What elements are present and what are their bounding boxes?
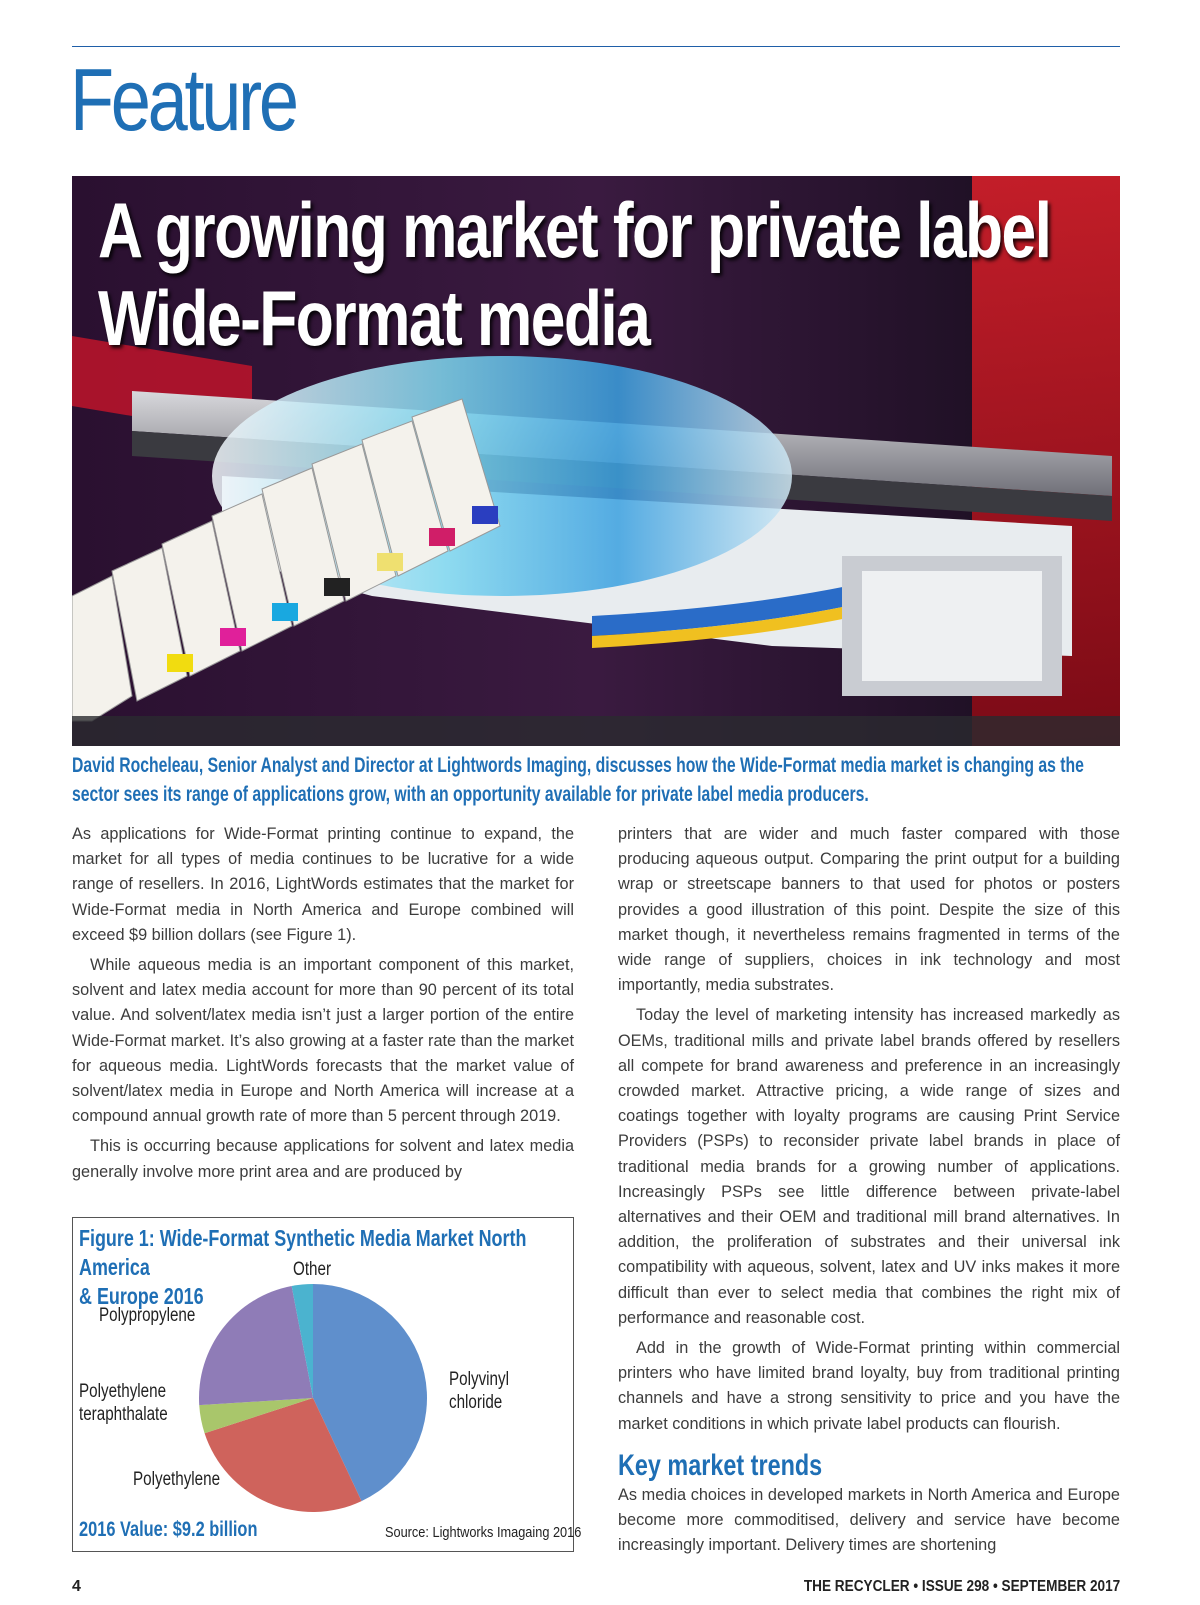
paragraph: While aqueous media is an important component of this market, solvent and latex media account for more than 90 percent of its total value. And solvent/latex media isn’t just a larger portion of the entire Wide-Format market. It’s also growing at a faster rate than the market for aqueous media. LightWords forecasts that the market value of solvent/latex media in Europe and North America will increase at a compound annual growth rate of more than 5 percent through 2019. <box>72 956 574 1126</box>
paragraph: Today the level of marketing intensity has increased markedly as OEMs, traditional mills and private label brands offered by resellers all compete for brand awareness and preference in an increasingly crowded market. Attractive pricing, a wide range of sizes and coatings together with loyalty programs are causing Print Service Providers (PSPs) to reconsider private label brands in place of traditional media brands for a growing number of applications. Increasingly PSPs see little difference between private-label alternatives and their OEM and traditional mill brand alternatives. In addition, the proliferation of substrates and their universal ink compatibility with aqueous, solvent, latex and UV inks makes it more difficult than ever to select media that combines the right mix of performance and reasonable cost. <box>618 1006 1120 1327</box>
article-title <box>98 186 1050 362</box>
right-column <box>618 822 1120 1563</box>
figure-title-line-2: & Europe 2016 <box>79 1283 204 1309</box>
left-column <box>72 822 574 1190</box>
figure-total-value: 2016 Value: $9.2 billion <box>79 1518 258 1541</box>
section-label: Feature <box>70 50 296 149</box>
title-line-1: A growing market for private label <box>98 186 1051 274</box>
slice-label-polypropylene: Polypropylene <box>99 1305 196 1326</box>
paragraph: Add in the growth of Wide-Format printing within commercial printers who have limited brand loyalty, buy from traditional printing channels and have a strong sensitivity to price and you have the market conditions in which private label products can flourish. <box>618 1339 1120 1433</box>
slice-label-other: Other <box>293 1259 332 1280</box>
figure-source: Source: Lightworks Imagaing 2016 <box>385 1524 582 1541</box>
title-line-2: Wide-Format media <box>98 274 650 362</box>
figure-1 <box>72 1217 582 1552</box>
paragraph: printers that are wider and much faster compared with those producing aqueous output. Comparing the print output for a building wrap or streetscape banners to that used for photos or posters provides a good illustration of this point. Despite the size of this market though, it nevertheless remains fragmented in terms of the wide range of suppliers, choices in ink technology and most importantly, media substrates. <box>618 825 1120 995</box>
slice-label-pet: Polyethylene teraphthalate <box>79 1381 168 1425</box>
issue-line: THE RECYCLER • ISSUE 298 • SEPTEMBER 2017 <box>803 1578 1120 1595</box>
top-rule <box>72 46 1120 47</box>
paragraph: As applications for Wide-Format printing continue to expand, the market for all types of media continues to be lucrative for a wide range of resellers. In 2016, LightWords estimates that the market for Wide-Format media in North America and Europe combined will exceed $9 billion dollars (see Figure 1). <box>72 825 574 944</box>
page-number: 4 <box>72 1578 81 1595</box>
figure-title-line-1: Figure 1: Wide-Format Synthetic Media Market North America <box>79 1225 527 1280</box>
slice-label-pvc: Polyvinyl chloride <box>449 1369 509 1413</box>
paragraph: This is occurring because applications for solvent and latex media generally involve more print area and are produced by <box>72 1137 574 1181</box>
slice-label-polyethylene: Polyethylene <box>133 1469 221 1490</box>
subheading-key-market-trends: Key market trends <box>618 1448 823 1482</box>
standfirst: David Rocheleau, Senior Analyst and Director at Lightwords Imaging, discusses how the Wide-Format media market is changing as the sector sees its range of applications grow, with an opportunity available for private label media producers. <box>72 754 1084 806</box>
paragraph: As media choices in developed markets in North America and Europe become more commoditised, delivery and service have become increasingly important. Delivery times are shortening <box>618 1485 1120 1555</box>
hero-image <box>72 176 1120 746</box>
